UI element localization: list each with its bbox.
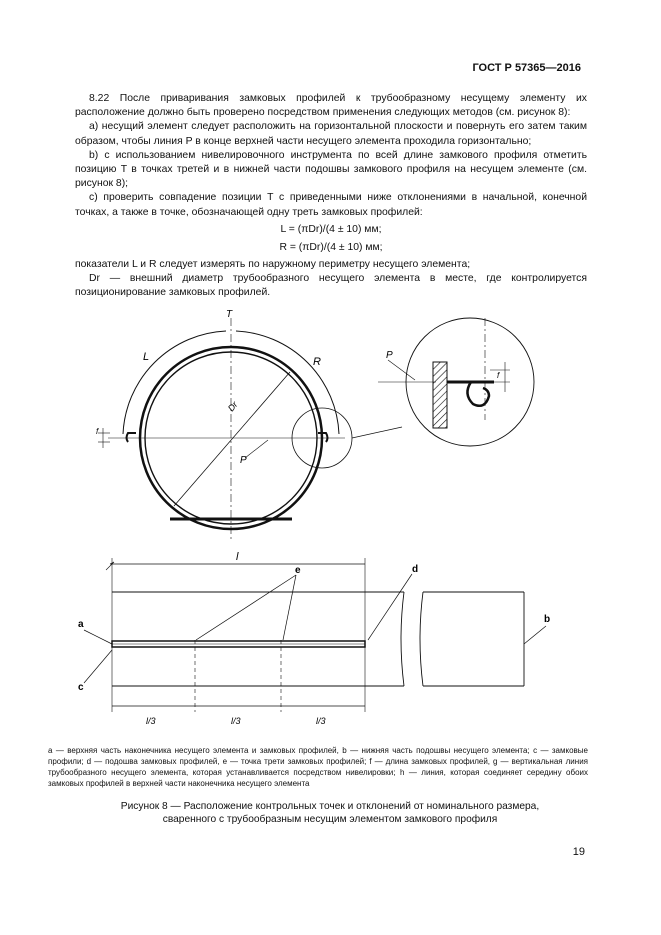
document-header: ГОСТ Р 57365—2016 xyxy=(472,62,581,74)
label-b: b xyxy=(544,614,551,625)
label-p-detail: P xyxy=(386,350,393,361)
paragraph-b: b) с использованием нивелировочного инструмента по всей длине замкового профиля отметить позицию T в точках третей и в нижней части подошвы замкового профиля на несущем элементе (см. рисунок 8); xyxy=(75,149,587,190)
figure-8-drawing xyxy=(0,300,661,740)
figure-legend: a — верхняя часть наконечника несущего элемента и замковых профилей, b — нижняя часть подошвы несущего элемента; c — замковые профили; d — подошва замковых профилей, e — точка трети замковых профилей; f — длина замковых профилей, g — вертикальная линия трубообразного несущего элемента, которая устанавливается посредством нивелировки; h — линия, которая соединяет середину обоих замковых профилей в верхней части наконечника несущего элемента xyxy=(48,746,588,788)
formula-r: R = (πDr)/(4 ± 10) мм; xyxy=(279,241,383,253)
label-t: T xyxy=(226,309,233,320)
label-p-circle: P xyxy=(240,455,247,466)
label-l-arc: L xyxy=(143,351,150,363)
label-d: d xyxy=(412,564,419,575)
label-r-arc: R xyxy=(313,356,321,368)
paragraph-a: a) несущий элемент следует расположить на горизонтальной плоскости и повернуть его затем таким образом, чтобы линия P в конце верхней части несущего элемента проходила горизонтально; xyxy=(75,121,587,147)
label-e: e xyxy=(295,565,301,576)
label-dr: Dr xyxy=(225,399,240,414)
figure-caption xyxy=(60,800,600,826)
label-third-2: l/3 xyxy=(231,716,241,726)
paragraph-c: c) проверить совпадение позиции T с приведенными ниже отклонениями в начальной, конечной точках, а также в точке, обозначающей одну треть замковых профилей: xyxy=(75,192,587,218)
paragraph-dr: Dr — внешний диаметр трубообразного несущего элемента в месте, где контролируется позиционирование замковых профилей. xyxy=(75,273,587,299)
paragraph-measure: показатели L и R следует измерять по наружному периметру несущего элемента; xyxy=(75,258,471,270)
side-view xyxy=(84,558,546,712)
figure-caption-line-1: Рисунок 8 — Расположение контрольных точек и отклонений от номинального размера, xyxy=(120,801,540,812)
label-length: l xyxy=(236,551,239,563)
label-f-detail: f xyxy=(497,371,500,380)
body-text xyxy=(75,92,587,300)
label-third-1: l/3 xyxy=(146,716,156,726)
circle-view xyxy=(98,318,534,540)
label-f-left: f xyxy=(96,427,99,436)
label-third-3: l/3 xyxy=(316,716,326,726)
page-number: 19 xyxy=(572,846,585,858)
figure-caption-line-2: сваренного с трубообразным несущим элементом замкового профиля xyxy=(162,814,498,825)
label-c: c xyxy=(78,682,84,693)
formula-l: L = (πDr)/(4 ± 10) мм; xyxy=(280,223,382,235)
label-a: a xyxy=(78,619,84,630)
paragraph-8-22: 8.22 После приваривания замковых профилей к трубообразному несущему элементу их расположение должно быть проверено посредством применения следующих методов (см. рисунок 8): xyxy=(75,93,587,119)
